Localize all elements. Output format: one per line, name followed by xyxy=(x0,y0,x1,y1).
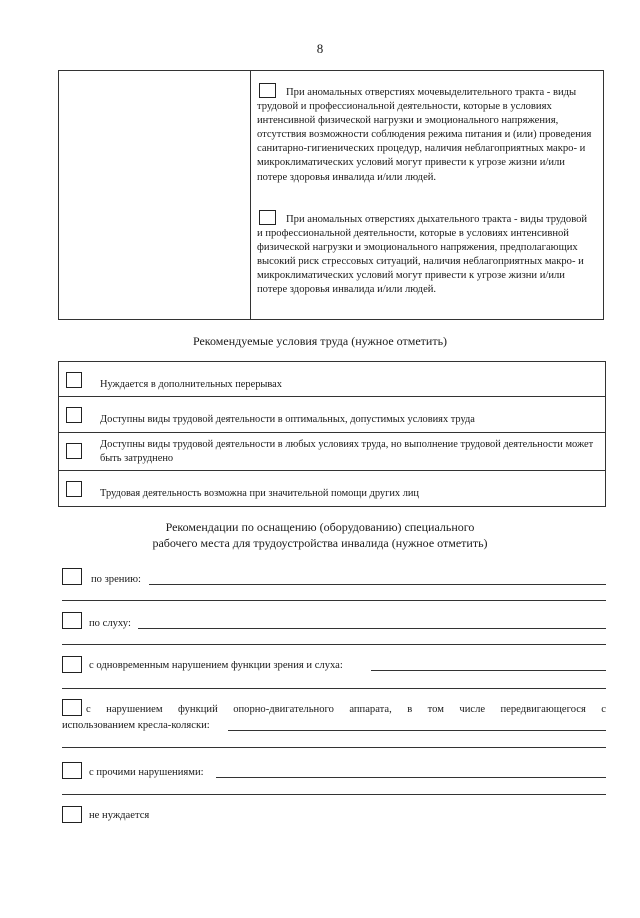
conditions-title: Рекомендуемые условия труда (нужное отметить) xyxy=(192,334,448,348)
musculoskeletal-answer-line[interactable] xyxy=(228,730,606,731)
condition-text: Нуждается в дополнительных перерывах xyxy=(100,379,282,390)
vision-label: по зрению: xyxy=(91,574,141,585)
equipment-item-musculoskeletal xyxy=(62,699,606,751)
condition-checkbox[interactable] xyxy=(66,443,82,459)
other-answer-line[interactable] xyxy=(216,777,606,778)
condition-checkbox[interactable] xyxy=(66,481,82,497)
condition-row xyxy=(59,396,605,432)
vision-hearing-answer-line-2[interactable] xyxy=(62,688,606,689)
condition-row xyxy=(59,432,605,470)
equipment-item-none xyxy=(62,806,606,826)
top-table-text-cell xyxy=(251,71,603,319)
equipment-item-vision xyxy=(62,568,606,604)
other-answer-line-2[interactable] xyxy=(62,794,606,795)
respiratory-tract-checkbox[interactable] xyxy=(259,210,276,225)
vision-answer-line-2[interactable] xyxy=(62,600,606,601)
condition-text: Доступны виды трудовой деятельности в любых условиях труда, но выполнение трудовой деятельности может быть затруднено xyxy=(100,439,594,464)
urinary-tract-paragraph xyxy=(257,83,595,185)
vision-hearing-answer-line[interactable] xyxy=(371,670,606,671)
musculoskeletal-checkbox[interactable] xyxy=(62,699,82,716)
equipment-item-vision-hearing xyxy=(62,656,606,692)
equipment-title-line1: Рекомендации по оснащению (оборудованию) специального xyxy=(165,520,475,534)
none-checkbox[interactable] xyxy=(62,806,82,823)
respiratory-tract-text: При аномальных отверстиях дыхательного тракта - виды трудовой и профессиональной деятельности, которые в условиях интенсивной физической нагрузки и эмоционального напряжения, предполагающих высокий риск стрессовых ситуаций, наличия неблагоприятных макро- и микроклиматических условий могут привести к угрозе жизни и/или потере здоровья инвалида и/или людей. xyxy=(257,214,588,296)
none-label: не нуждается xyxy=(89,810,150,821)
respiratory-tract-paragraph xyxy=(257,210,595,298)
vision-hearing-checkbox[interactable] xyxy=(62,656,82,673)
hearing-answer-line-2[interactable] xyxy=(62,644,606,645)
condition-checkbox[interactable] xyxy=(66,372,82,388)
urinary-tract-text: При аномальных отверстиях мочевыделительного тракта - виды трудовой и профессиональной деятельности, которые в условиях интенсивной физической нагрузки и эмоционального напряжения, отсутствия возможности соблюдения режима питания и (или) проведения санитарно-гигиенических процедур, наличия неблагоприятных макро- и микроклиматических условий могут привести к угрозе жизни и/или потере здоровья инвалида и/или людей. xyxy=(257,87,592,183)
conditions-table xyxy=(58,361,606,507)
condition-text: Трудовая деятельность возможна при значительной помощи других лиц xyxy=(100,488,419,499)
hearing-label: по слуху: xyxy=(89,618,131,629)
equipment-item-other xyxy=(62,762,606,798)
condition-row xyxy=(59,470,605,507)
top-table-empty-cell xyxy=(59,71,251,319)
equipment-item-hearing xyxy=(62,612,606,648)
condition-text: Доступны виды трудовой деятельности в оптимальных, допустимых условиях труда xyxy=(100,414,475,425)
vision-answer-line[interactable] xyxy=(149,584,606,585)
musculoskeletal-label: с нарушением функций опорно-двигательного аппарата, в том числе передвигающегося с xyxy=(86,704,606,715)
condition-checkbox[interactable] xyxy=(66,407,82,423)
musculoskeletal-answer-line-2[interactable] xyxy=(62,747,606,748)
hearing-checkbox[interactable] xyxy=(62,612,82,629)
vision-hearing-label: с одновременным нарушением функции зрения и слуха: xyxy=(89,660,343,671)
page-number: 8 xyxy=(316,41,324,56)
condition-row xyxy=(59,362,605,396)
other-label: с прочими нарушениями: xyxy=(89,767,204,778)
vision-checkbox[interactable] xyxy=(62,568,82,585)
hearing-answer-line[interactable] xyxy=(138,628,606,629)
top-table xyxy=(58,70,604,320)
urinary-tract-checkbox[interactable] xyxy=(259,83,276,98)
other-checkbox[interactable] xyxy=(62,762,82,779)
equipment-title-line2: рабочего места для трудоустройства инвалида (нужное отметить) xyxy=(152,536,488,550)
musculoskeletal-label-line2: использованием кресла-коляски: xyxy=(62,720,210,731)
